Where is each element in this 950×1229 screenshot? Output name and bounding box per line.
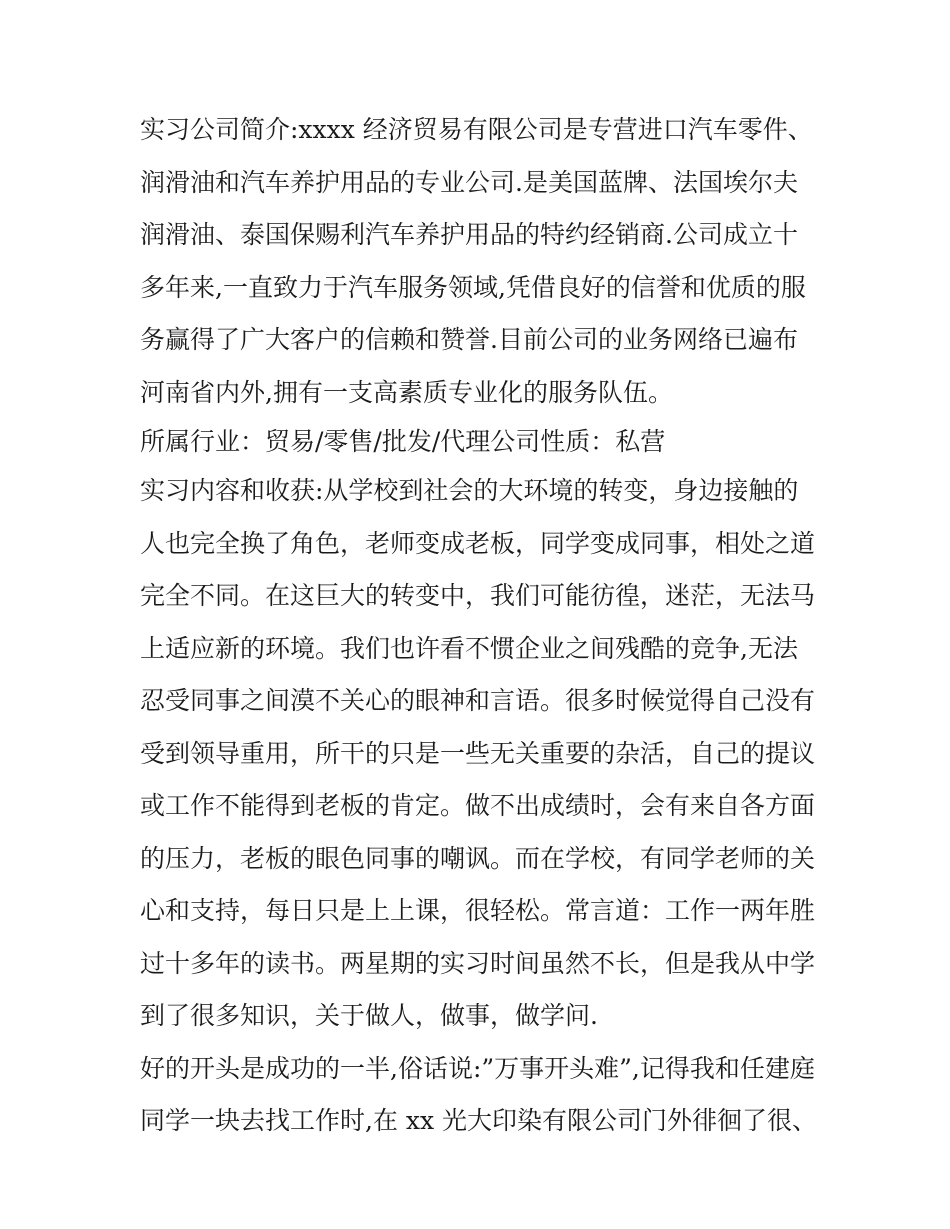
text-line: 人也完全换了角色，老师变成老板，同学变成同事，相处之道: [140, 528, 816, 558]
text-line: 润滑油、泰国保赐利汽车养护用品的特约经销商.公司成立十: [140, 220, 798, 249]
text-line: 上适应新的环境。我们也许看不惯企业之间残酷的竞争,无法: [140, 633, 798, 663]
text-line: 务赢得了广大客户的信赖和赞誉.目前公司的业务网络已遍布: [140, 325, 798, 354]
text-line: 同学一块去找工作时,在 xx 光大印染有限公司门外徘徊了很、: [140, 1106, 818, 1135]
text-line: 润滑油和汽车养护用品的专业公司.是美国蓝牌、法国埃尔夫: [140, 167, 798, 197]
text-line: 所属行业：贸易/零售/批发/代理公司性质：私营: [140, 427, 666, 456]
text-line: 或工作不能得到老板的肯定。做不出成绩时，会有来自各方面: [140, 791, 816, 820]
text-line: 心和支持，每日只是上上课，很轻松。常言道：工作一两年胜: [140, 896, 816, 925]
text-line: 实习内容和收获:从学校到社会的大环境的转变，身边接触的: [140, 476, 799, 505]
text-line: 实习公司简介:xxxx 经济贸易有限公司是专营进口汽车零件、: [140, 115, 813, 144]
text-line: 过十多年的读书。两星期的实习时间虽然不长，但是我从中学: [140, 948, 816, 978]
text-line: 忍受同事之间漠不关心的眼神和言语。很多时候觉得自己没有: [140, 686, 816, 715]
text-line: 受到领导重用，所干的只是一些无关重要的杂活，自己的提议: [140, 738, 816, 768]
text-line: 的压力，老板的眼色同事的嘲讽。而在学校，有同学老师的关: [140, 843, 816, 873]
text-line: 多年来,一直致力于汽车服务领域,凭借良好的信誉和优质的服: [140, 272, 806, 302]
document-page: [140, 104, 820, 1148]
text-line: 完全不同。在这巨大的转变中，我们可能彷徨，迷茫，无法马: [140, 581, 816, 610]
text-line: 河南省内外,拥有一支高素质专业化的服务队伍。: [140, 377, 673, 407]
text-line: 好的开头是成功的一半,俗话说:”万事开头难”,记得我和任建庭: [140, 1053, 815, 1083]
text-line: 到了很多知识，关于做人，做事，做学问.: [140, 1001, 598, 1030]
